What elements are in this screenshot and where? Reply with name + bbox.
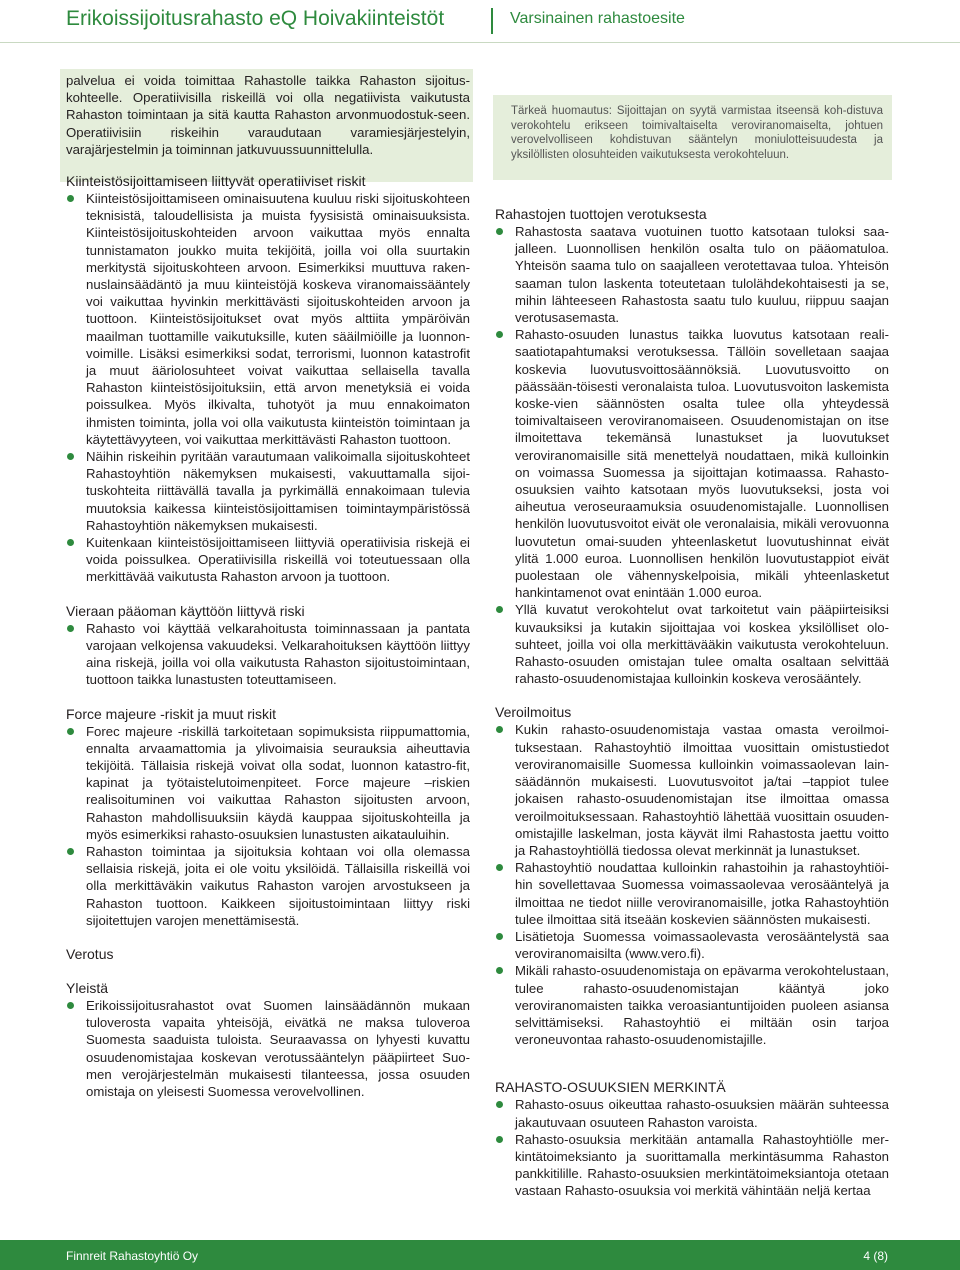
list-item: Kuitenkaan kiinteistösijoittamiseen liittyviä operatiivisia riskejä ei voida poissulkea. Operatiivisilla riskeillä voi toteutuessaan olla merkittävää vaikutusta Rahaston arvoon ja tuottoon.	[66, 534, 470, 586]
list-item: Mikäli rahasto-osuudenomistaja on epävarma verokohtelustaan, tulee rahasto-osuudenomistajan kääntyä joko veroviranomaisten taikka veroasiantuntijoiden puoleen asiansa selvittämiseksi. Rahastoyhtiö ei miltään osin tarjoa veroneuvontaa rahasto-osuudenomistajille.	[495, 962, 889, 1048]
page-header	[0, 0, 960, 40]
left-column	[66, 72, 470, 1100]
list-item: Rahasto-osuus oikeuttaa rahasto-osuuksien määrän suhteessa jakautuvaan osuuteen Rahaston varoista.	[495, 1096, 889, 1130]
section-heading: RAHASTO-OSUUKSIEN MERKINTÄ	[495, 1079, 726, 1096]
list-item: Yllä kuvatut verokohtelut ovat tarkoitetut vain pääpiirteisiksi kuvauksiksi ja kutakin sijoittajaa voi koskea yksilölliset olo-suhteet, joilla voi olla merkittävääkin vaikutusta verokohteluun. Rahasto-osuuden omistajan tulee omalta osaltaan selvittää rahasto-osuudenomistajaa kulloinkin koskeva verosääntely.	[495, 601, 889, 687]
page-number: 4 (8)	[863, 1249, 888, 1263]
page-footer	[0, 1240, 960, 1270]
list-item: Rahasto voi käyttää velkarahoitusta toiminnassaan ja pantata varojaan velkojensa vakuudeksi. Velkarahoituksen käyttöön liittyy aina riskejä, joilla voi olla vaikutusta Rahaston sijoitustoimintaan, tuottoon taikka lunastusten toteuttamiseen.	[66, 620, 470, 689]
header-divider	[491, 8, 493, 34]
section-subscription	[495, 1078, 889, 1199]
section-heading: Vieraan pääoman käyttöön liittyvä riski	[66, 602, 305, 619]
section-force-majeure	[66, 705, 470, 929]
section-operational-risks	[66, 172, 470, 586]
section-verotus	[66, 945, 470, 963]
section-heading: Veroilmoitus	[495, 704, 572, 721]
list-item: Erikoissijoitusrahastot ovat Suomen lainsäädännön mukaan tuloverosta vapaita yhteisöjä, eivätkä ne maksa tuloveroa Suomesta saaduista tuloista. Seuraavassa on lyhyesti kuvattu osuudenomistajaa koskevan verotussääntelyn pääpiirteet Suo-men verojärjestelmän mukaisesti tilanteessa, jossa osuuden omistaja on yleisesti Suomessa verovelvollinen.	[66, 997, 470, 1100]
list-item: Näihin riskeihin pyritään varautumaan valikoimalla sijoituskohteet Rahastoyhtiön näkemyksen mukaisesti, vakuuttamalla sijoi-tuskohteita riittävällä tavalla ja pyrkimällä ennakoimaan tulevia muutoksia kaikessa kiinteistösijoittamisen toimintaympäristössä Rahastoyhtiön näkemyksen mukaisesti.	[66, 448, 470, 534]
list-item: Rahaston toimintaa ja sijoituksia kohtaan voi olla olemassa sellaisia riskejä, joita ei ole voitu yksilöidä. Tällaisilla riskeillä voi olla merkittäväkin vaikutus Rahaston varojen arvostukseen ja Rahaston tuottoon. Kaikkeen sijoitustoimintaan liittyy riski sijoitettujen varojen menettämisestä.	[66, 843, 470, 929]
bullet-list	[495, 223, 889, 687]
list-item: Rahastoyhtiö noudattaa kulloinkin rahastoihin ja rahastoyhtiöi-hin sovellettavaa Suomessa voimassaolevaa verosääntelyä ja ilmoittaa ne tiedot niille veroviranomaisille, jotka Rahastoyhtiön tulee ilmoittaa sitä itseään koskevien säännösten mukaisesti.	[495, 859, 889, 928]
bullet-list	[66, 997, 470, 1100]
section-heading: Force majeure -riskit ja muut riskit	[66, 705, 277, 722]
section-heading: Rahastojen tuottojen verotuksesta	[495, 206, 707, 222]
document-title: Erikoissijoitusrahasto eQ Hoivakiinteistöt	[66, 7, 445, 30]
header-rule	[0, 42, 960, 43]
list-item: Kiinteistösijoittamiseen ominaisuutena kuuluu riski sijoituskohteen teknisistä, taloudellisista ja muista fyysisistä ominaisuuksista. Kiinteistösijoituskohteiden arvoon vaikuttaa myös ennalta tunnistamaton joukko muita tekijöitä, joilla voi olla suurtakin merkitystä sijoituskohteen arvoon. Esimerkiksi muuttuva raken-nuslainsäädäntö ja muu kiinteistöjä koskeva viranomaissääntely voi vaikuttaa hyvinkin merkittävästi sijoituskohteiden arvoon ja tuottoon. Kiinteistösijoitukset ovat myös alttiita ympäröivän maailman tuottamille vaikutuksille, kuten sääilmiöille ja luonnon-voimille. Lisäksi esimerkiksi sodat, terrorismi, luonnon katastrofit ja muut ääriolosuhteet voivat vaikuttaa sellaisella tavalla Rahaston kiinteistösijoituksiin, että arvon menetyksiä ei voida poissulkea. Myös ilkivalta, tuhotyöt ja muu ennakoimaton ihmisten toiminta, jolla voi olla vaikutusta kiinteistön toimintaan ja käytettävyyteen, voi vaikuttaa merkittävästi Rahaston tuottoon.	[66, 190, 470, 448]
section-heading: Yleistä	[66, 979, 109, 996]
section-heading: Verotus	[66, 945, 114, 962]
list-item: Forec majeure -riskillä tarkoitetaan sopimuksista riippumattomia, ennalta arvaamattomia ja ylivoimaisia seurauksia aiheuttavia tekijöitä. Tällaisia riskejä voivat olla sodat, luonnon katastro-fit, kapinat ja työtaistelutoimenpiteet. Force majeure –riskien realisoituminen voi vaikuttaa Rahaston sijoitusten arvoon, Rahaston mahdollisuuksiin käydä kauppaa sijoituskohteilla ja myös esimerkiksi rahasto-osuuksien lunastusten aikatauluihin.	[66, 723, 470, 843]
list-item: Rahastosta saatava vuotuinen tuotto katsotaan tuloksi saa-jalleen. Luonnollisen henkilön osalta tulo on pääomatuloa. Yhteisön saama tulo on saajalleen verotettavaa tuloa. Yhteisön saaman tulon laskenta toteutetaan tulolähdekohtaisesti ja se, mihin lähteeseen Rahastosta saatu tulo kuuluu, riippuu saajan verotusasemasta.	[495, 223, 889, 326]
document-subtitle: Varsinainen rahastoesite	[510, 10, 685, 27]
section-yleista	[66, 979, 470, 1100]
bullet-list	[66, 190, 470, 586]
right-column	[495, 205, 889, 1200]
bullet-list	[66, 723, 470, 929]
bullet-list	[66, 620, 470, 689]
footer-company: Finnreit Rahastoyhtiö Oy	[66, 1249, 199, 1263]
list-item: Rahasto-osuuden lunastus taikka luovutus katsotaan reali-saatiotapahtumaksi verotuksessa. Tällöin sovelletaan saajaa koskevia luovutusvoittosäännöksiä. Luovutusvoitto on päässään-töisesti veronalaista tuloa. Luovutusvoiton laskemista koske-vien säännösten osalta tulee olla yhteydessä toimivaltaiseen veroviranomaiseen. Osuudenomistajan on itse ilmoitettava tekemänsä lunastukset ja luovutukset veroviranomaisille sitä menettelyä noudattaen, mikä kulloinkin on voimassa Suomessa ja sijoittajan kotimaassa. Rahasto-osuuksien vaihto katsotaan myös luovutukseksi, josta voi aiheutua veroseuraamuksia osuudenomistajalle. Luonnollisen henkilön luovutusvoitot eivät ole veronalaisia, mikäli verovuonna luovutetun omai-suuden yhteenlasketut luovutushinnat eivät ylitä 1.000 euroa. Luonnollisen henkilön luovutustappiot eivät puolestaan ole vähennyskelpoisia, mikäli yhteenlasketut hankintamenot ovat enintään 1.000 euroa.	[495, 326, 889, 601]
list-item: Lisätietoja Suomessa voimassaolevasta verosääntelystä saa veroviranomaisilta (www.vero.fi).	[495, 928, 889, 962]
bullet-list	[495, 1096, 889, 1199]
section-tax-return	[495, 703, 889, 1048]
section-debt-risk	[66, 602, 470, 689]
bullet-list	[495, 721, 889, 1048]
section-fund-income-tax	[495, 205, 889, 687]
tax-note: Tärkeä huomautus: Sijoittajan on syytä varmistaa itseensä koh-distuva verokohtelu erikseen toimivaltaiselta veroviranomaiselta, johtuen verovelvolliseen kohdistuvan sääntelyn moniulotteisuudesta ja yksilöllisten olosuhteiden vaikutuksesta verokohteluun.	[511, 105, 883, 161]
list-item: Kukin rahasto-osuudenomistaja vastaa omasta veroilmoi-tuksestaan. Rahastoyhtiö ilmoittaa vuosittain omistustiedot veroviranomaisille Suomessa kulloinkin voimassaolevan lain-säädännön mukaisesti. Luovutusvoitot ja/tai –tappiot tulee jokaisen rahasto-osuudenomistajan itse ilmoittaa omassa veroilmoituksessaan. Rahastoyhtiö lähettää vuosittain osuuden-omistajille laskelman, josta käyvät ilmi Rahastosta jaettu voitto ja Rahastoyhtiöllä tiedossa olevat merkinnät ja lunastukset.	[495, 721, 889, 859]
list-item: Rahasto-osuuksia merkitään antamalla Rahastoyhtiölle mer-kintätoimeksianto ja suorittamalla merkintäsumma Rahaston pankkitilille. Rahasto-osuuksien merkintätoimeksiantoja otetaan vastaan Rahasto-osuuksia voi merkitä vähintään neljä kertaa	[495, 1131, 889, 1200]
intro-paragraph: palvelua ei voida toimittaa Rahastolle taikka Rahaston sijoitus-kohteelle. Operatiivisilla riskeillä voi olla negatiivista vaikutusta Rahaston toimintaan ja sitä kautta Rahaston arvonmuodostuk-seen. Operatiivisiin riskeihin varaudutaan varamiesjärjestelyin, varajärjestelmin ja toiminnan jatkuvuussuunnittelulla.	[66, 73, 470, 157]
section-heading: Kiinteistösijoittamiseen liittyvät operatiiviset riskit	[66, 173, 366, 190]
